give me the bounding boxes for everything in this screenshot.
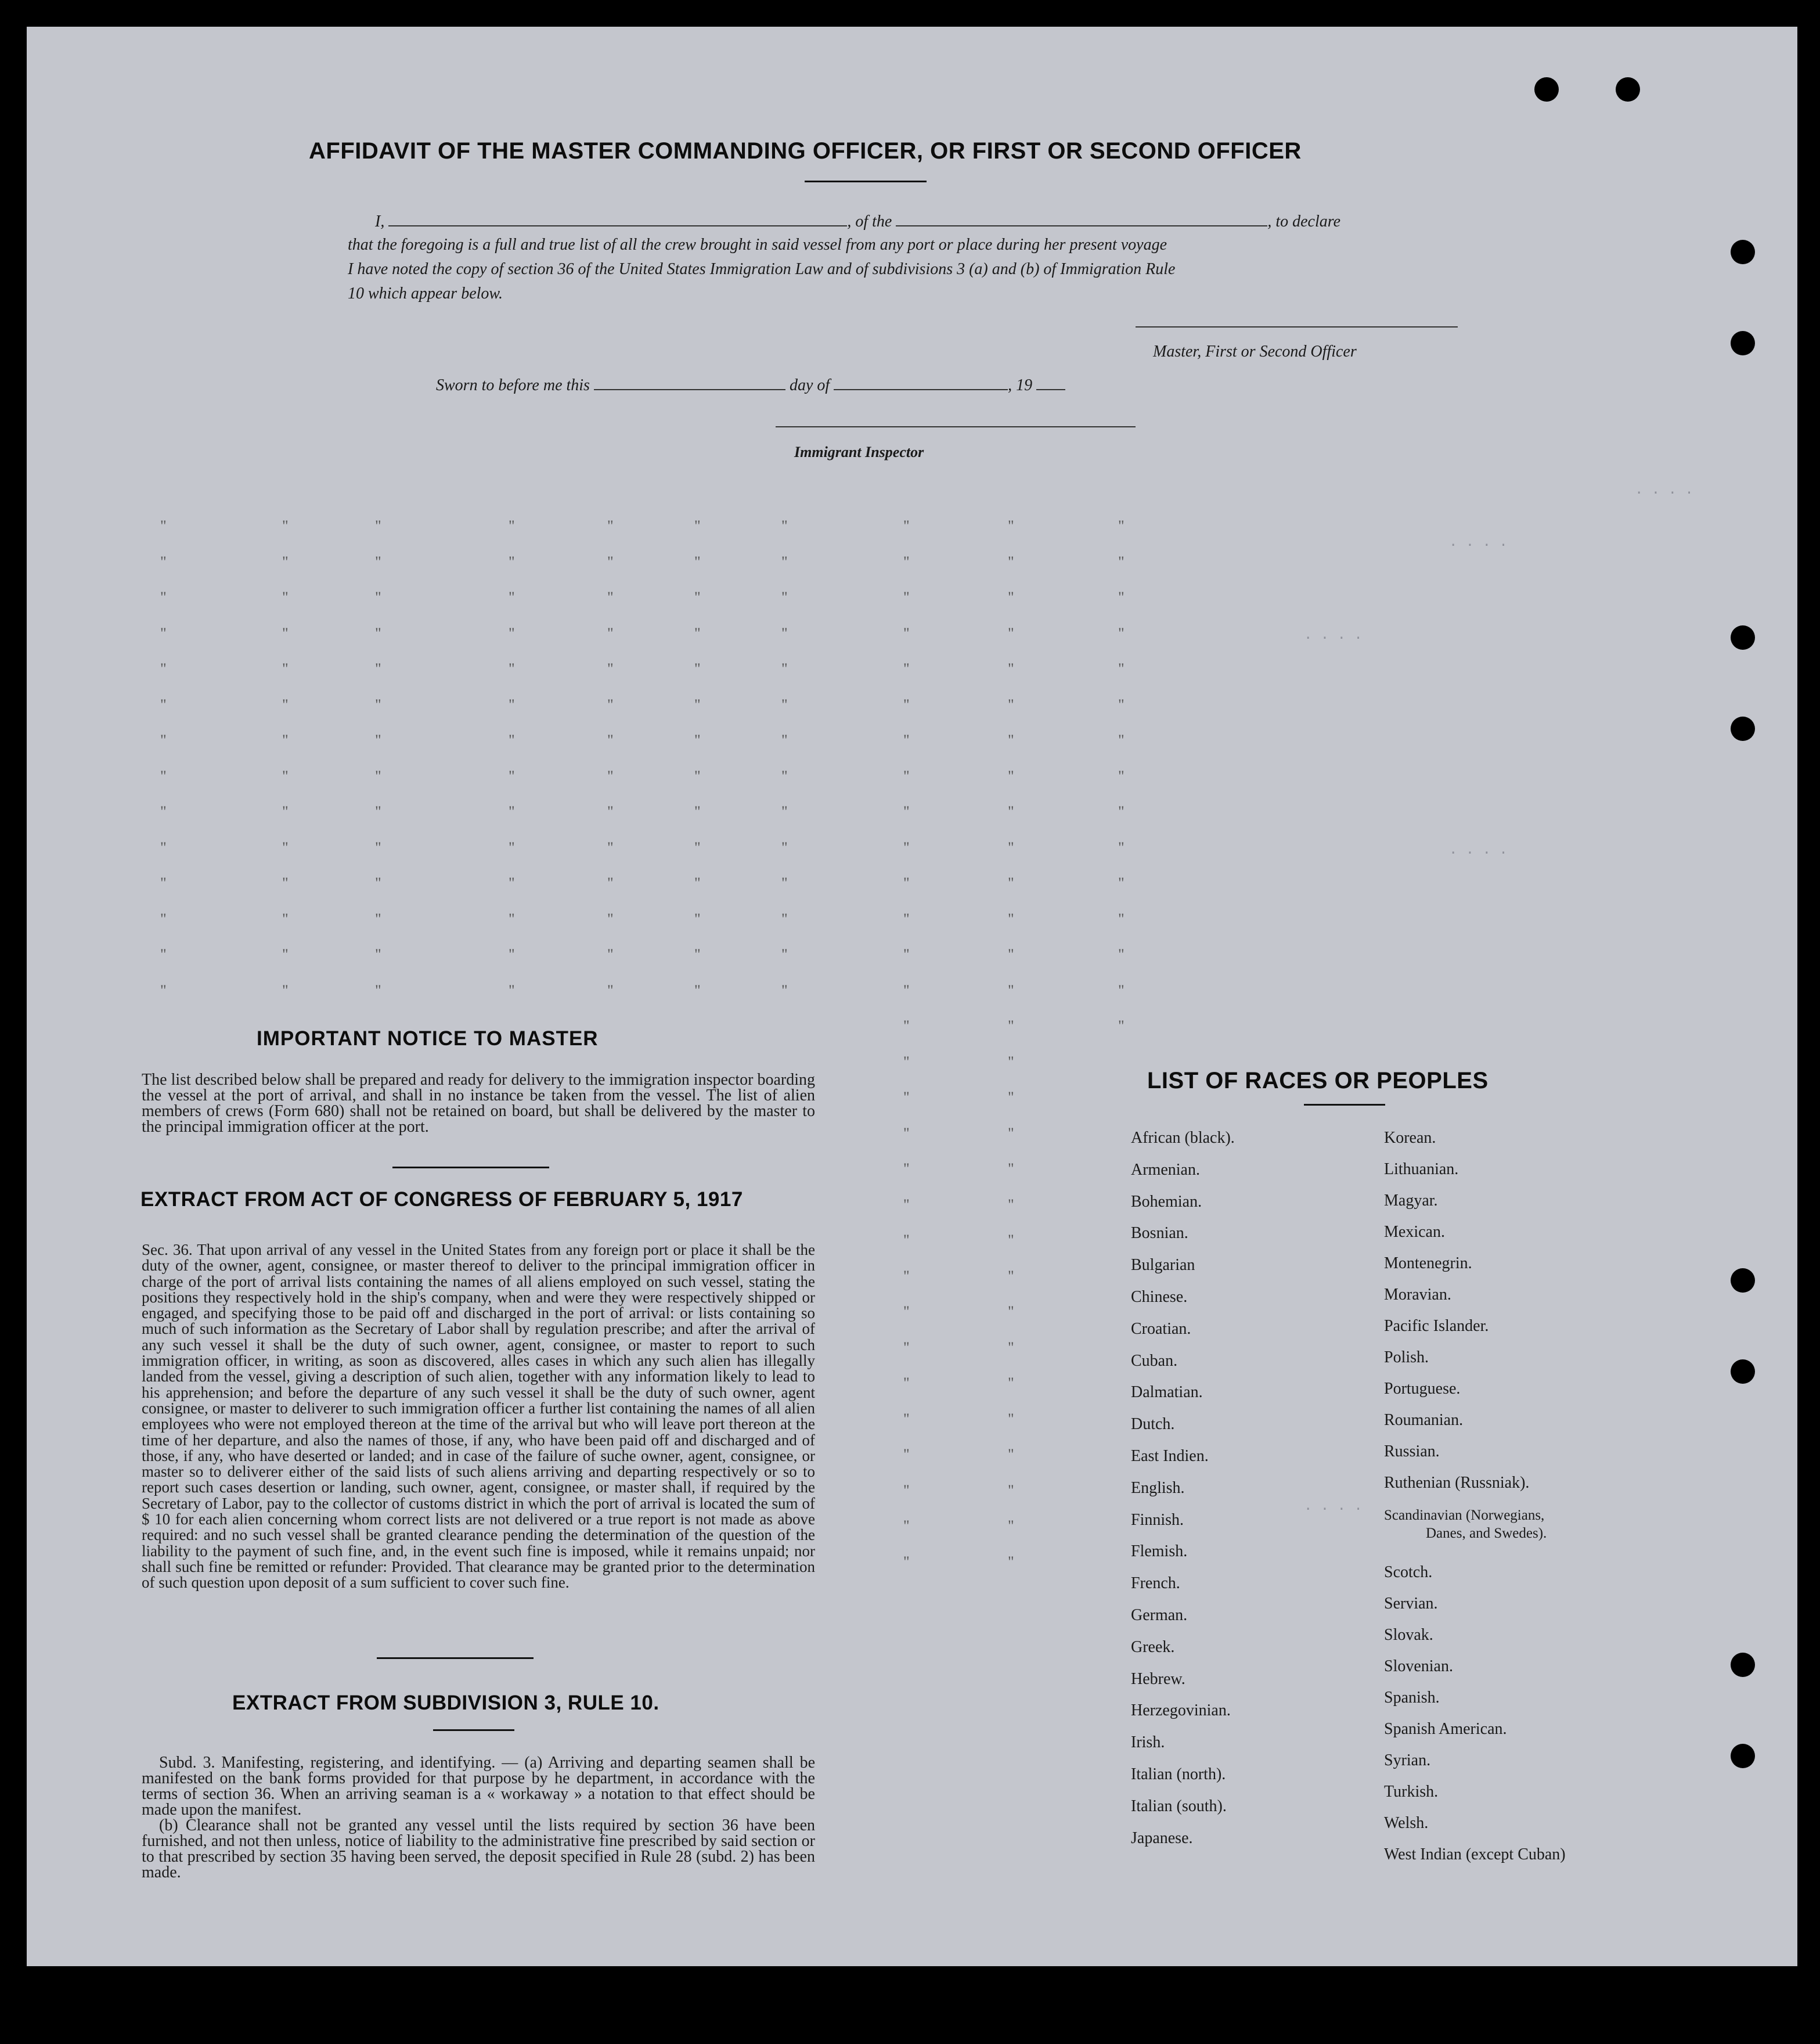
ditto-mark: " — [1118, 839, 1125, 856]
race-item: Dutch. — [1131, 1415, 1175, 1434]
ditto-mark: " — [1008, 1017, 1014, 1034]
ditto-mark: " — [375, 839, 381, 856]
act-text: Sec. 36. That upon arrival of any vessel in the United States from any foreign port or place it shall be the duty of the owner, agent, consignee, or master thereof to deliver to the principal immigration officer in charge of the port of arrival lists containing the names of all aliens employed on such vessel, stating the positions they respectively hold in the ship's company, when and were they were respectively shipped or engaged, and specifying those to be paid off and discharged in the port of arrival: or lists containing so much of such information as the Secretary of Labor shall by regulation prescribe; and after the arrival of any such vessel it shall be the duty of such owner, agent, consignee, or master to report to such immigration officer, in writing, as soon as discovered, alles cases in which any such alien has illegally landed from the vessel, giving a description of such alien, together with any information likely to lead to his apprehension; and before the departure of any such vessel it shall be the duty of such owner, agent consignee, or master to deliverer to such immigration officer a further list containing the names of all alien employees who were not employed thereon at the time of the arrival but who will leave port thereon at the time of her departure, and also the names of those, if any, who have been paid off and discharged and of those, if any, who have deserted or landed; and in case of the failure of suche owner, agent, consignee, or master so to deliverer either of the said lists of such aliens arriving and departing respectively or so to report such cases desertion or landing, such owner, agent, consignee, or master shall, if required by the Secretary of Labor, pay to the collector of customs district in which the port of arrival is located the sum of $ 10 for each alien concerning whom correct lists are not delivered or a true report is not made as above required: and no such vessel shall be granted clearance pending the determination of the question of the liability to the payment of such fine, and, in the event such fine is imposed, while it remains unpaid; nor shall such fine be remitted or refunder: Provided. That clearance may be granted prior to the determination of such question upon deposit of a sum sufficient to cover such fine. — [142, 1241, 815, 1592]
ditto-mark: " — [282, 839, 289, 856]
ditto-mark: " — [1118, 732, 1125, 748]
ditto-mark: " — [607, 803, 614, 820]
ditto-mark: " — [903, 910, 910, 927]
ditto-mark: " — [607, 732, 614, 748]
ditto-mark: " — [1118, 517, 1125, 534]
ditto-mark: " — [1008, 660, 1014, 677]
ditto-mark: " — [1008, 981, 1014, 999]
divider — [392, 1167, 549, 1168]
bleed-through-text: · · · · — [1635, 485, 1693, 501]
ditto-mark: " — [903, 839, 910, 856]
race-item: Flemish. — [1131, 1542, 1188, 1561]
ditto-mark: " — [903, 1124, 910, 1142]
ditto-mark: " — [781, 910, 788, 927]
ditto-mark: " — [282, 803, 289, 820]
race-item: Magyar. — [1384, 1192, 1438, 1210]
ditto-mark: " — [903, 1338, 910, 1356]
ditto-mark: " — [1008, 732, 1014, 748]
ditto-mark: " — [903, 1053, 910, 1070]
ditto-mark: " — [903, 660, 910, 677]
ditto-mark: " — [1118, 696, 1125, 713]
bleed-through-text: · · · · — [1449, 845, 1508, 861]
ditto-mark: " — [509, 803, 515, 820]
ditto-mark: " — [781, 839, 788, 856]
race-item: French. — [1131, 1574, 1180, 1593]
race-item: Ruthenian (Russniak). — [1384, 1474, 1530, 1492]
punch-hole — [1616, 77, 1640, 102]
race-item: African (black). — [1131, 1129, 1235, 1147]
race-item: Montenegrin. — [1384, 1254, 1472, 1272]
ditto-mark: " — [903, 1303, 910, 1320]
ditto-mark: " — [160, 589, 167, 606]
race-item: Turkish. — [1384, 1783, 1439, 1801]
race-item: Armenian. — [1131, 1160, 1200, 1179]
ditto-mark: " — [1008, 1517, 1014, 1534]
divider — [377, 1657, 534, 1659]
ditto-mark: " — [903, 946, 910, 963]
ditto-mark: " — [694, 624, 701, 642]
ditto-mark: " — [1118, 803, 1125, 820]
ditto-mark: " — [1118, 553, 1125, 570]
ditto-mark: " — [1008, 1303, 1014, 1320]
ditto-mark: " — [903, 1481, 910, 1499]
ditto-mark: " — [375, 767, 381, 785]
race-item: Greek. — [1131, 1638, 1175, 1656]
ditto-mark: " — [375, 910, 381, 927]
race-item: Finnish. — [1131, 1510, 1184, 1529]
ditto-mark: " — [607, 517, 614, 534]
sworn-line — [436, 375, 1191, 395]
punch-hole — [1731, 717, 1755, 741]
rule-text-a: Subd. 3. Manifesting, registering, and identifying. — (a) Arriving and departing seamen shall be manifested on the bank forms provided for that purpose by he department, in accordance with the terms of section 36. When an arriving seaman is a « workaway » a notation to that effect should be made upon the manifest. — [142, 1754, 815, 1819]
race-item: Moravian. — [1384, 1286, 1451, 1304]
ditto-mark: " — [282, 517, 289, 534]
ditto-mark: " — [694, 589, 701, 606]
ditto-mark: " — [694, 517, 701, 534]
ditto-mark: " — [509, 910, 515, 927]
ditto-mark: " — [1118, 767, 1125, 785]
ditto-mark: " — [1118, 589, 1125, 606]
ditto-mark: " — [509, 660, 515, 677]
race-item: Korean. — [1384, 1129, 1436, 1147]
race-item: Scotch. — [1384, 1563, 1433, 1581]
ditto-mark: " — [1008, 839, 1014, 856]
ditto-mark: " — [1008, 910, 1014, 927]
master-label: Master, First or Second Officer — [1153, 343, 1357, 361]
ditto-mark: " — [375, 624, 381, 642]
affidavit-title: AFFIDAVIT OF THE MASTER COMMANDING OFFICER, OR FIRST OR SECOND OFFICER — [309, 138, 1302, 164]
rule-text-b: (b) Clearance shall not be granted any vessel until the lists required by section 36 have been furnished, and not then unless, notice of liability to the administrative fine prescribed by said section or to that prescribed by section 35 having been served, the deposit specified in Rule 28 (subd. 2) has been made. — [142, 1816, 815, 1881]
ditto-mark: " — [509, 767, 515, 785]
race-item: West Indian (except Cuban) — [1384, 1845, 1566, 1863]
race-item: Croatian. — [1131, 1319, 1191, 1338]
affidavit-line-4: 10 which appear below. — [348, 285, 503, 303]
race-item: Portuguese. — [1384, 1380, 1461, 1398]
sworn-year-field[interactable] — [1036, 375, 1065, 390]
race-item: Japanese. — [1131, 1829, 1193, 1847]
race-item: German. — [1131, 1606, 1188, 1624]
ditto-mark: " — [781, 624, 788, 642]
race-item: Welsh. — [1384, 1814, 1429, 1832]
ditto-mark: " — [1008, 1374, 1014, 1391]
ditto-mark: " — [903, 589, 910, 606]
ditto-mark: " — [903, 732, 910, 748]
ditto-mark: " — [160, 803, 167, 820]
ditto-mark: " — [903, 875, 910, 891]
ditto-mark: " — [375, 875, 381, 891]
ditto-mark: " — [607, 839, 614, 856]
ditto-mark: " — [903, 767, 910, 785]
punch-hole — [1731, 331, 1755, 355]
ditto-mark: " — [282, 553, 289, 570]
ditto-mark: " — [903, 1374, 910, 1391]
race-item: Italian (north). — [1131, 1765, 1226, 1783]
ditto-mark: " — [1008, 946, 1014, 963]
sworn-label: Sworn to before me this — [436, 376, 590, 394]
ditto-mark: " — [903, 1446, 910, 1463]
ditto-mark: " — [375, 696, 381, 713]
ditto-mark: " — [160, 660, 167, 677]
ditto-mark: " — [1008, 589, 1014, 606]
ditto-mark: " — [781, 660, 788, 677]
ditto-mark: " — [375, 981, 381, 999]
ditto-mark: " — [781, 875, 788, 891]
ditto-mark: " — [160, 946, 167, 963]
ditto-mark: " — [509, 839, 515, 856]
ditto-mark: " — [607, 589, 614, 606]
ditto-mark: " — [509, 624, 515, 642]
ditto-mark: " — [1008, 1410, 1014, 1427]
ditto-mark: " — [781, 803, 788, 820]
ditto-mark: " — [160, 981, 167, 999]
ditto-mark: " — [694, 660, 701, 677]
ditto-mark: " — [694, 981, 701, 999]
race-item: Spanish. — [1384, 1689, 1440, 1707]
ditto-mark: " — [903, 981, 910, 999]
race-item: Slovenian. — [1384, 1657, 1453, 1675]
ditto-mark: " — [1118, 910, 1125, 927]
divider — [1304, 1104, 1385, 1106]
ditto-mark: " — [903, 553, 910, 570]
divider — [805, 181, 927, 182]
ditto-mark: " — [903, 1267, 910, 1284]
ditto-mark: " — [509, 981, 515, 999]
divider — [433, 1729, 514, 1731]
ditto-mark: " — [375, 553, 381, 570]
ditto-mark: " — [160, 839, 167, 856]
ditto-mark: " — [903, 1517, 910, 1534]
punch-hole — [1731, 625, 1755, 650]
day-of-label: day of — [789, 376, 830, 394]
race-item: Bosnian. — [1131, 1224, 1188, 1243]
race-item: Roumanian. — [1384, 1411, 1464, 1429]
document-page — [27, 27, 1797, 1966]
punch-hole — [1731, 240, 1755, 264]
race-item: Servian. — [1384, 1595, 1438, 1613]
ditto-mark: " — [375, 517, 381, 534]
race-item: Danes, and Swedes). — [1426, 1525, 1547, 1541]
ditto-mark: " — [694, 875, 701, 891]
ditto-mark: " — [509, 553, 515, 570]
ditto-mark: " — [1008, 517, 1014, 534]
race-item: Herzegovinian. — [1131, 1701, 1231, 1720]
race-item: English. — [1131, 1478, 1185, 1497]
race-item: East Indien. — [1131, 1447, 1209, 1465]
ditto-mark: " — [282, 875, 289, 891]
ditto-mark: " — [282, 732, 289, 748]
bleed-through-text: · · · · — [1304, 1502, 1363, 1517]
ditto-mark: " — [903, 1553, 910, 1570]
ditto-mark: " — [160, 875, 167, 891]
ditto-mark: " — [607, 946, 614, 963]
race-item: Bulgarian — [1131, 1256, 1195, 1275]
ditto-mark: " — [375, 589, 381, 606]
inspector-signature-line[interactable] — [776, 426, 1136, 427]
races-heading: LIST OF RACES OR PEOPLES — [1147, 1068, 1489, 1093]
ditto-mark: " — [282, 589, 289, 606]
ditto-mark: " — [607, 981, 614, 999]
ditto-mark: " — [1008, 1160, 1014, 1177]
ditto-mark: " — [1008, 1338, 1014, 1356]
ditto-mark: " — [607, 660, 614, 677]
ditto-mark: " — [903, 517, 910, 534]
ditto-mark: " — [282, 767, 289, 785]
sworn-day-field[interactable] — [594, 375, 785, 390]
ditto-mark: " — [607, 875, 614, 891]
ditto-mark: " — [903, 624, 910, 642]
punch-hole — [1731, 1268, 1755, 1293]
ditto-mark: " — [375, 732, 381, 748]
ditto-mark: " — [903, 1089, 910, 1106]
ditto-mark: " — [781, 553, 788, 570]
race-item: Syrian. — [1384, 1751, 1431, 1769]
race-item: Pacific Islander. — [1384, 1317, 1489, 1335]
ditto-mark: " — [1008, 624, 1014, 642]
ditto-mark: " — [282, 660, 289, 677]
ditto-mark: " — [160, 696, 167, 713]
ditto-mark: " — [781, 946, 788, 963]
ditto-mark: " — [160, 732, 167, 748]
ditto-mark: " — [694, 803, 701, 820]
ditto-mark: " — [1008, 875, 1014, 891]
ditto-mark: " — [694, 767, 701, 785]
race-item: Russian. — [1384, 1442, 1440, 1460]
ditto-mark: " — [1008, 553, 1014, 570]
ditto-mark: " — [160, 553, 167, 570]
ditto-mark: " — [509, 732, 515, 748]
ditto-mark: " — [694, 696, 701, 713]
ditto-mark: " — [1118, 981, 1125, 999]
ditto-mark: " — [903, 803, 910, 820]
year-label: , 19 — [1008, 376, 1033, 394]
inspector-label: Immigrant Inspector — [794, 444, 924, 460]
ditto-mark: " — [903, 1160, 910, 1177]
ditto-mark: " — [1008, 1481, 1014, 1499]
ditto-mark: " — [903, 1017, 910, 1034]
ditto-mark: " — [282, 696, 289, 713]
ditto-mark: " — [375, 803, 381, 820]
race-item: Lithuanian. — [1384, 1160, 1459, 1178]
ditto-mark: " — [1008, 1124, 1014, 1142]
rule-heading: EXTRACT FROM SUBDIVISION 3, RULE 10. — [232, 1692, 659, 1714]
ditto-mark: " — [694, 839, 701, 856]
race-item: Italian (south). — [1131, 1797, 1227, 1815]
race-item: Scandinavian (Norwegians, — [1384, 1507, 1545, 1523]
ditto-mark: " — [1008, 1446, 1014, 1463]
ditto-mark: " — [903, 696, 910, 713]
ditto-mark: " — [375, 946, 381, 963]
race-item: Spanish American. — [1384, 1720, 1507, 1738]
bleed-through-text: · · · · — [1304, 631, 1363, 646]
ditto-mark: " — [1008, 803, 1014, 820]
bleed-through-text: · · · · — [1449, 538, 1508, 553]
affidavit-line-2: that the foregoing is a full and true list of all the crew brought in said vessel from any port or place during her present voyage — [348, 236, 1167, 254]
race-item: Irish. — [1131, 1733, 1165, 1752]
ditto-mark: " — [509, 946, 515, 963]
ditto-mark: " — [1008, 1053, 1014, 1070]
of-the-label: , of the — [847, 213, 892, 231]
ditto-mark: " — [375, 660, 381, 677]
ditto-mark: " — [903, 1232, 910, 1248]
vessel-field[interactable] — [896, 211, 1267, 226]
ditto-mark: " — [781, 981, 788, 999]
ditto-mark: " — [282, 624, 289, 642]
ditto-mark: " — [607, 624, 614, 642]
ditto-mark: " — [509, 875, 515, 891]
ditto-mark: " — [1118, 875, 1125, 891]
ditto-mark: " — [781, 517, 788, 534]
punch-hole — [1731, 1653, 1755, 1677]
signature-line[interactable] — [1136, 326, 1458, 328]
affidavit-line-3: I have noted the copy of section 36 of the United States Immigration Law and of subdivisions 3 (a) and (b) of Immigration Rule — [348, 260, 1176, 278]
ditto-mark: " — [1118, 660, 1125, 677]
race-item: Mexican. — [1384, 1223, 1445, 1241]
ditto-mark: " — [160, 767, 167, 785]
ditto-mark: " — [1008, 1232, 1014, 1248]
race-item: Dalmatian. — [1131, 1383, 1203, 1402]
ditto-mark: " — [1008, 1196, 1014, 1213]
ditto-mark: " — [509, 517, 515, 534]
ditto-mark: " — [1008, 1267, 1014, 1284]
race-item: Hebrew. — [1131, 1669, 1185, 1688]
notice-text: The list described below shall be prepared and ready for delivery to the immigration inspector boarding the vessel at the port of arrival, and shall in no instance be taken from the vessel. The list of alien members of crews (Form 680) shall not be retained on board, but shall be delivered by the master to the principal immigration officer at the port. — [142, 1071, 815, 1136]
ditto-mark: " — [781, 696, 788, 713]
ditto-mark: " — [1008, 1089, 1014, 1106]
race-item: Cuban. — [1131, 1351, 1178, 1370]
ditto-mark: " — [694, 553, 701, 570]
ditto-mark: " — [160, 624, 167, 642]
ditto-mark: " — [607, 910, 614, 927]
race-item: Polish. — [1384, 1348, 1429, 1366]
ditto-mark: " — [282, 910, 289, 927]
ditto-mark: " — [607, 696, 614, 713]
ditto-mark: " — [160, 517, 167, 534]
ditto-mark: " — [1008, 767, 1014, 785]
race-item: Slovak. — [1384, 1626, 1433, 1644]
declare-label: , to declare — [1267, 213, 1341, 231]
race-item: Chinese. — [1131, 1288, 1188, 1306]
ditto-mark: " — [694, 910, 701, 927]
ditto-mark: " — [1118, 1017, 1125, 1034]
ditto-mark: " — [509, 589, 515, 606]
ditto-mark: " — [903, 1196, 910, 1213]
ditto-mark: " — [1118, 624, 1125, 642]
notice-heading: IMPORTANT NOTICE TO MASTER — [257, 1027, 599, 1050]
ditto-mark: " — [781, 767, 788, 785]
punch-hole — [1731, 1359, 1755, 1384]
ditto-mark: " — [781, 732, 788, 748]
act-heading: EXTRACT FROM ACT OF CONGRESS OF FEBRUARY 5, 1917 — [140, 1188, 743, 1211]
ditto-mark: " — [1118, 946, 1125, 963]
ditto-mark: " — [694, 732, 701, 748]
ditto-mark: " — [607, 767, 614, 785]
ditto-mark: " — [509, 696, 515, 713]
ditto-mark: " — [1008, 696, 1014, 713]
ditto-mark: " — [903, 1410, 910, 1427]
ditto-mark: " — [694, 946, 701, 963]
punch-hole — [1534, 77, 1559, 102]
ditto-mark: " — [781, 589, 788, 606]
ditto-mark: " — [282, 981, 289, 999]
punch-hole — [1731, 1744, 1755, 1768]
ditto-mark: " — [282, 946, 289, 963]
ditto-mark: " — [160, 910, 167, 927]
i-label: I, — [375, 213, 385, 231]
affidavit-line-1 — [375, 211, 1478, 231]
ditto-mark: " — [607, 553, 614, 570]
sworn-month-field[interactable] — [834, 375, 1008, 390]
ditto-mark: " — [1008, 1553, 1014, 1570]
race-item: Bohemian. — [1131, 1192, 1202, 1211]
name-field[interactable] — [388, 211, 847, 226]
